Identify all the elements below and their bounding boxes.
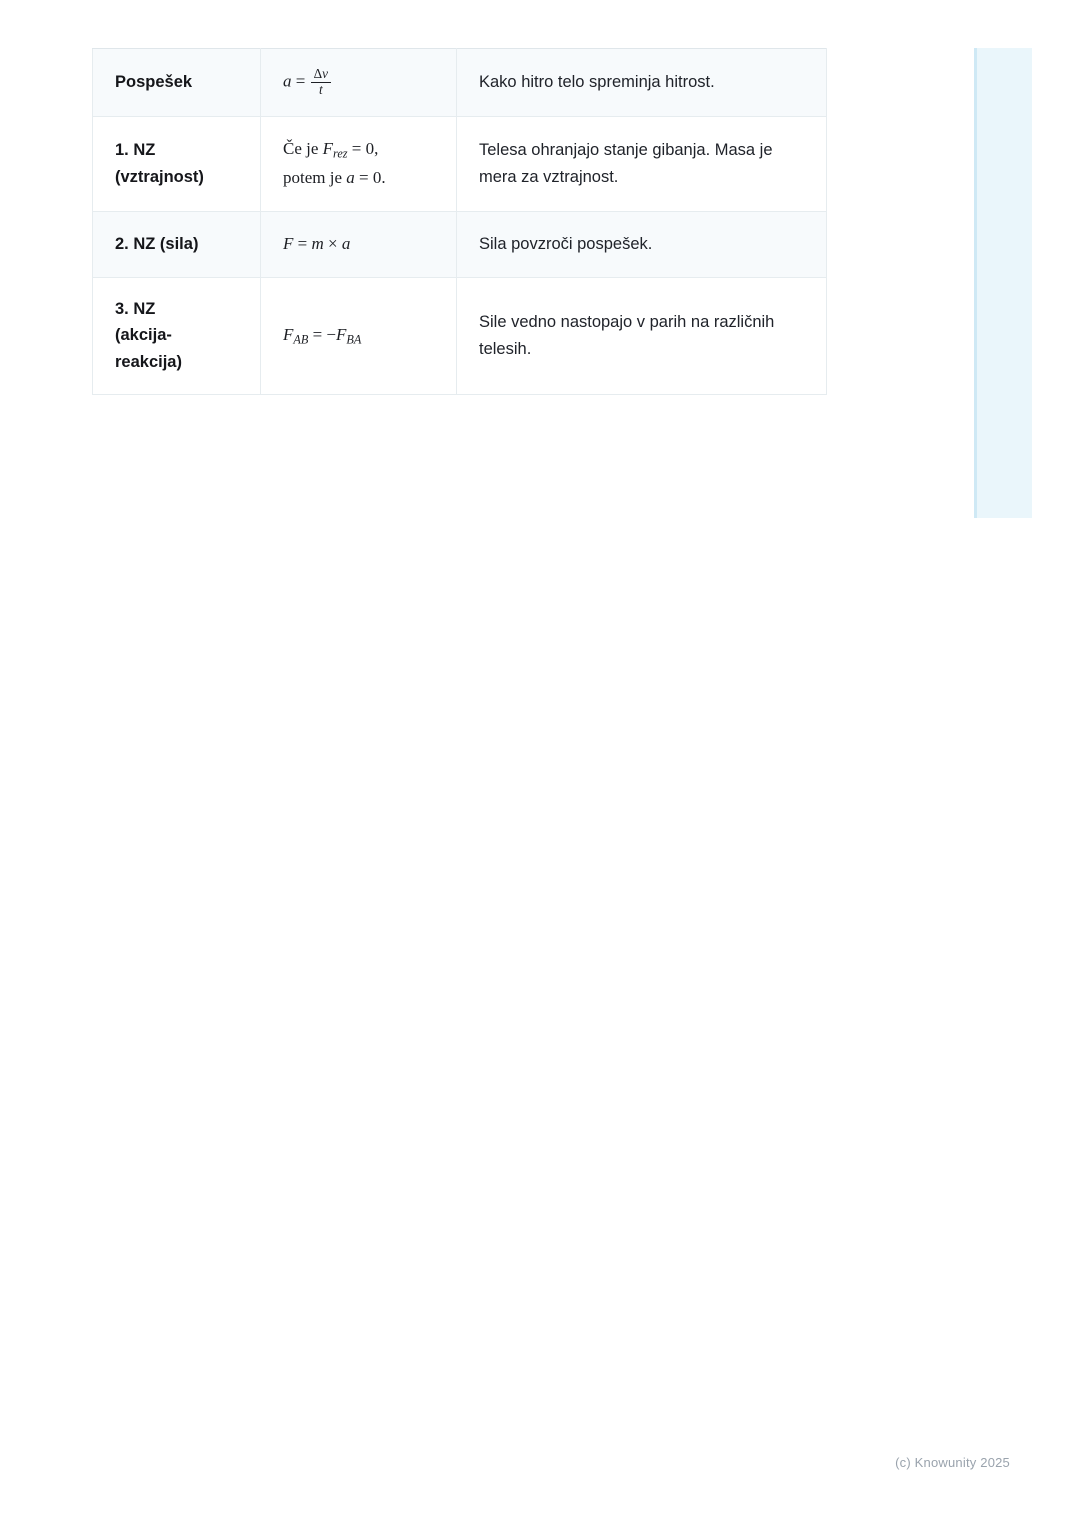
term-label-line3: reakcija)	[115, 353, 182, 372]
formula-table-container	[92, 48, 826, 395]
formula-acceleration: a = $\frac{\Delta v}{t}$	[283, 67, 434, 98]
term-label-line1: 3. NZ	[115, 299, 156, 318]
formula-table	[92, 48, 827, 395]
term-label-line1: 1. NZ	[115, 141, 156, 160]
page-edge-strip	[974, 48, 1032, 518]
table-row	[93, 49, 827, 117]
table-cell-description	[457, 116, 827, 211]
table-row	[93, 116, 827, 211]
term-label: 2. NZ (sila)	[115, 234, 199, 253]
term-label-line2: (akcija-	[115, 326, 172, 345]
table-cell-description	[457, 211, 827, 277]
table-cell-formula	[261, 116, 457, 211]
formula-second-law: F = m × a	[283, 233, 351, 253]
table-cell-term	[93, 49, 261, 117]
table-cell-description	[457, 49, 827, 117]
formula-first-law: Če je $F_{rez} = 0$, potem je a = 0.	[283, 138, 386, 187]
formula-third-law: $F_{AB} = -F_{BA}$	[283, 325, 362, 347]
table-cell-description	[457, 277, 827, 394]
description-text: Sila povzroči pospešek.	[479, 234, 653, 253]
table-cell-term	[93, 211, 261, 277]
term-label: Pospešek	[115, 72, 193, 91]
table-cell-term	[93, 277, 261, 394]
table-cell-formula	[261, 277, 457, 394]
description-text: Kako hitro telo spreminja hitrost.	[479, 72, 715, 91]
copyright-footer: (c) Knowunity 2025	[895, 1455, 1010, 1470]
table-cell-formula	[261, 211, 457, 277]
term-label-line2: (vztrajnost)	[115, 167, 204, 186]
description-text: Sile vedno nastopajo v parih na različnih telesih.	[479, 313, 775, 358]
table-cell-formula	[261, 49, 457, 117]
table-row	[93, 211, 827, 277]
description-text: Telesa ohranjajo stanje gibanja. Masa je mera za vztrajnost.	[479, 141, 773, 186]
table-cell-term	[93, 116, 261, 211]
table-row	[93, 277, 827, 394]
